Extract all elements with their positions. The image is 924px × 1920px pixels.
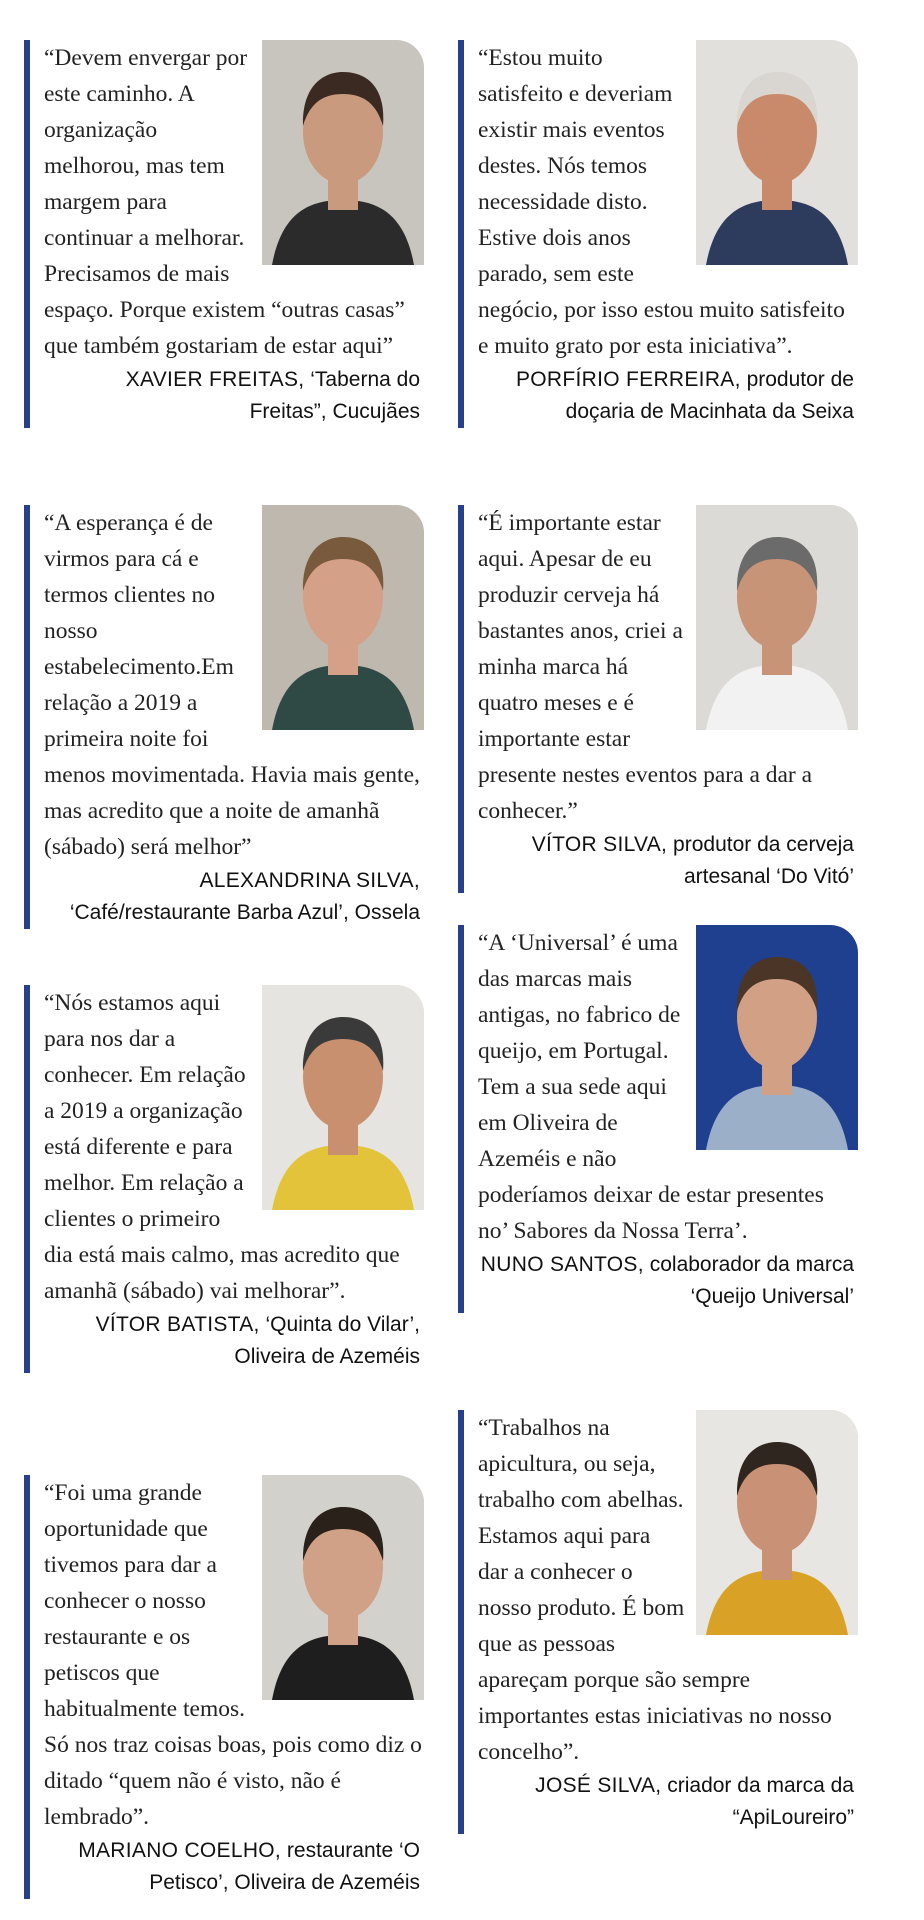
portrait-photo	[696, 505, 858, 730]
quote-text: “Foi uma grande oportunidade que tivemos para dar a conhecer o nosso restaurante e os petiscos que habitualmente temos. Só nos traz coisas boas, pois como diz o ditado “quem não é visto, não é lembrado”.	[44, 1480, 422, 1830]
person-role: ‘Taberna do Freitas”, Cucujães	[249, 368, 420, 423]
portrait-image	[262, 40, 424, 265]
person-role: produtor de doçaria de Macinhata da Seixa	[565, 368, 854, 423]
quote-vitor-batista	[24, 985, 424, 1373]
quote-text: “A esperança é de virmos para cá e termos clientes no nosso estabelecimento.Em relação a 2019 a primeira noite foi menos movimentada. Havia mais gente, mas acredito que a noite de amanhã (sábado) será melhor”	[44, 510, 420, 860]
attribution	[44, 1835, 424, 1899]
portrait-image	[696, 1410, 858, 1635]
quote-porfirio-ferreira	[458, 40, 858, 428]
quote-text: “A ‘Universal’ é uma das marcas mais antigas, no fabrico de queijo, em Portugal. Tem a sua sede aqui em Oliveira de Azeméis e não poderíamos deixar de estar presentes no’ Sabores da Nossa Terra’.	[478, 930, 824, 1244]
quote-vitor-silva	[458, 505, 858, 893]
portrait-photo	[696, 925, 858, 1150]
person-name: XAVIER FREITAS,	[125, 368, 305, 391]
person-name: JOSÉ SILVA,	[535, 1774, 662, 1797]
portrait-photo	[262, 505, 424, 730]
quote-text: “Devem envergar por este caminho. A organização melhorou, mas tem margem para continuar a melhorar. Precisamos de mais espaço. Porque existem “outras casas” que também gostariam de estar aqui”	[44, 45, 405, 359]
person-name: ALEXANDRINA SILVA,	[199, 869, 420, 892]
portrait-photo	[696, 40, 858, 265]
attribution	[478, 1770, 858, 1834]
person-name: NUNO SANTOS,	[480, 1253, 644, 1276]
person-name: VÍTOR SILVA,	[531, 833, 668, 856]
portrait-photo	[262, 985, 424, 1210]
person-role: criador da marca da “ApiLoureiro”	[667, 1774, 854, 1829]
person-role: ‘Café/restaurante Barba Azul’, Ossela	[69, 901, 420, 924]
quote-text: “Estou muito satisfeito e deveriam existir mais eventos destes. Nós temos necessidade disto. Estive dois anos parado, sem este negócio, por isso estou muito satisfeito e muito grato por esta iniciativa”.	[478, 45, 845, 359]
attribution	[44, 865, 424, 929]
attribution	[478, 364, 858, 428]
portrait-image	[262, 1475, 424, 1700]
portrait-photo	[262, 40, 424, 265]
portrait-image	[696, 925, 858, 1150]
person-role: ‘Quinta do Vilar’, Oliveira de Azeméis	[234, 1313, 420, 1368]
portrait-image	[262, 985, 424, 1210]
portrait-photo	[696, 1410, 858, 1635]
quote-xavier-freitas	[24, 40, 424, 428]
portrait-image	[696, 40, 858, 265]
quote-alexandrina-silva	[24, 505, 424, 929]
quote-mariano-coelho	[24, 1475, 424, 1899]
person-name: MARIANO COELHO,	[78, 1839, 282, 1862]
portrait-photo	[262, 1475, 424, 1700]
quote-text: “Nós estamos aqui para nos dar a conhecer. Em relação a 2019 a organização está diferente e para melhor. Em relação a clientes o primeiro dia está mais calmo, mas acredito que amanhã (sábado) vai melhorar”.	[44, 990, 400, 1304]
person-role: colaborador da marca ‘Queijo Universal’	[649, 1253, 854, 1308]
portrait-image	[262, 505, 424, 730]
quote-text: “Trabalhos na apicultura, ou seja, trabalho com abelhas. Estamos aqui para dar a conhecer o nosso produto. É bom que as pessoas apareçam porque são sempre importantes estas iniciativas no nosso concelho”.	[478, 1415, 832, 1765]
attribution	[44, 364, 424, 428]
attribution	[478, 829, 858, 893]
attribution	[44, 1309, 424, 1373]
quote-jose-silva	[458, 1410, 858, 1834]
person-role: produtor da cerveja artesanal ‘Do Vitó’	[673, 833, 854, 888]
person-name: VÍTOR BATISTA,	[95, 1313, 260, 1336]
quote-nuno-santos	[458, 925, 858, 1313]
person-name: PORFÍRIO FERREIRA,	[515, 368, 741, 391]
attribution	[478, 1249, 858, 1313]
quote-text: “É importante estar aqui. Apesar de eu produzir cerveja há bastantes anos, criei a minha marca há quatro meses e é importante estar presente nestes eventos para a dar a conhecer.”	[478, 510, 813, 824]
portrait-image	[696, 505, 858, 730]
person-role: restaurante ‘O Petisco’, Oliveira de Azeméis	[149, 1839, 420, 1894]
